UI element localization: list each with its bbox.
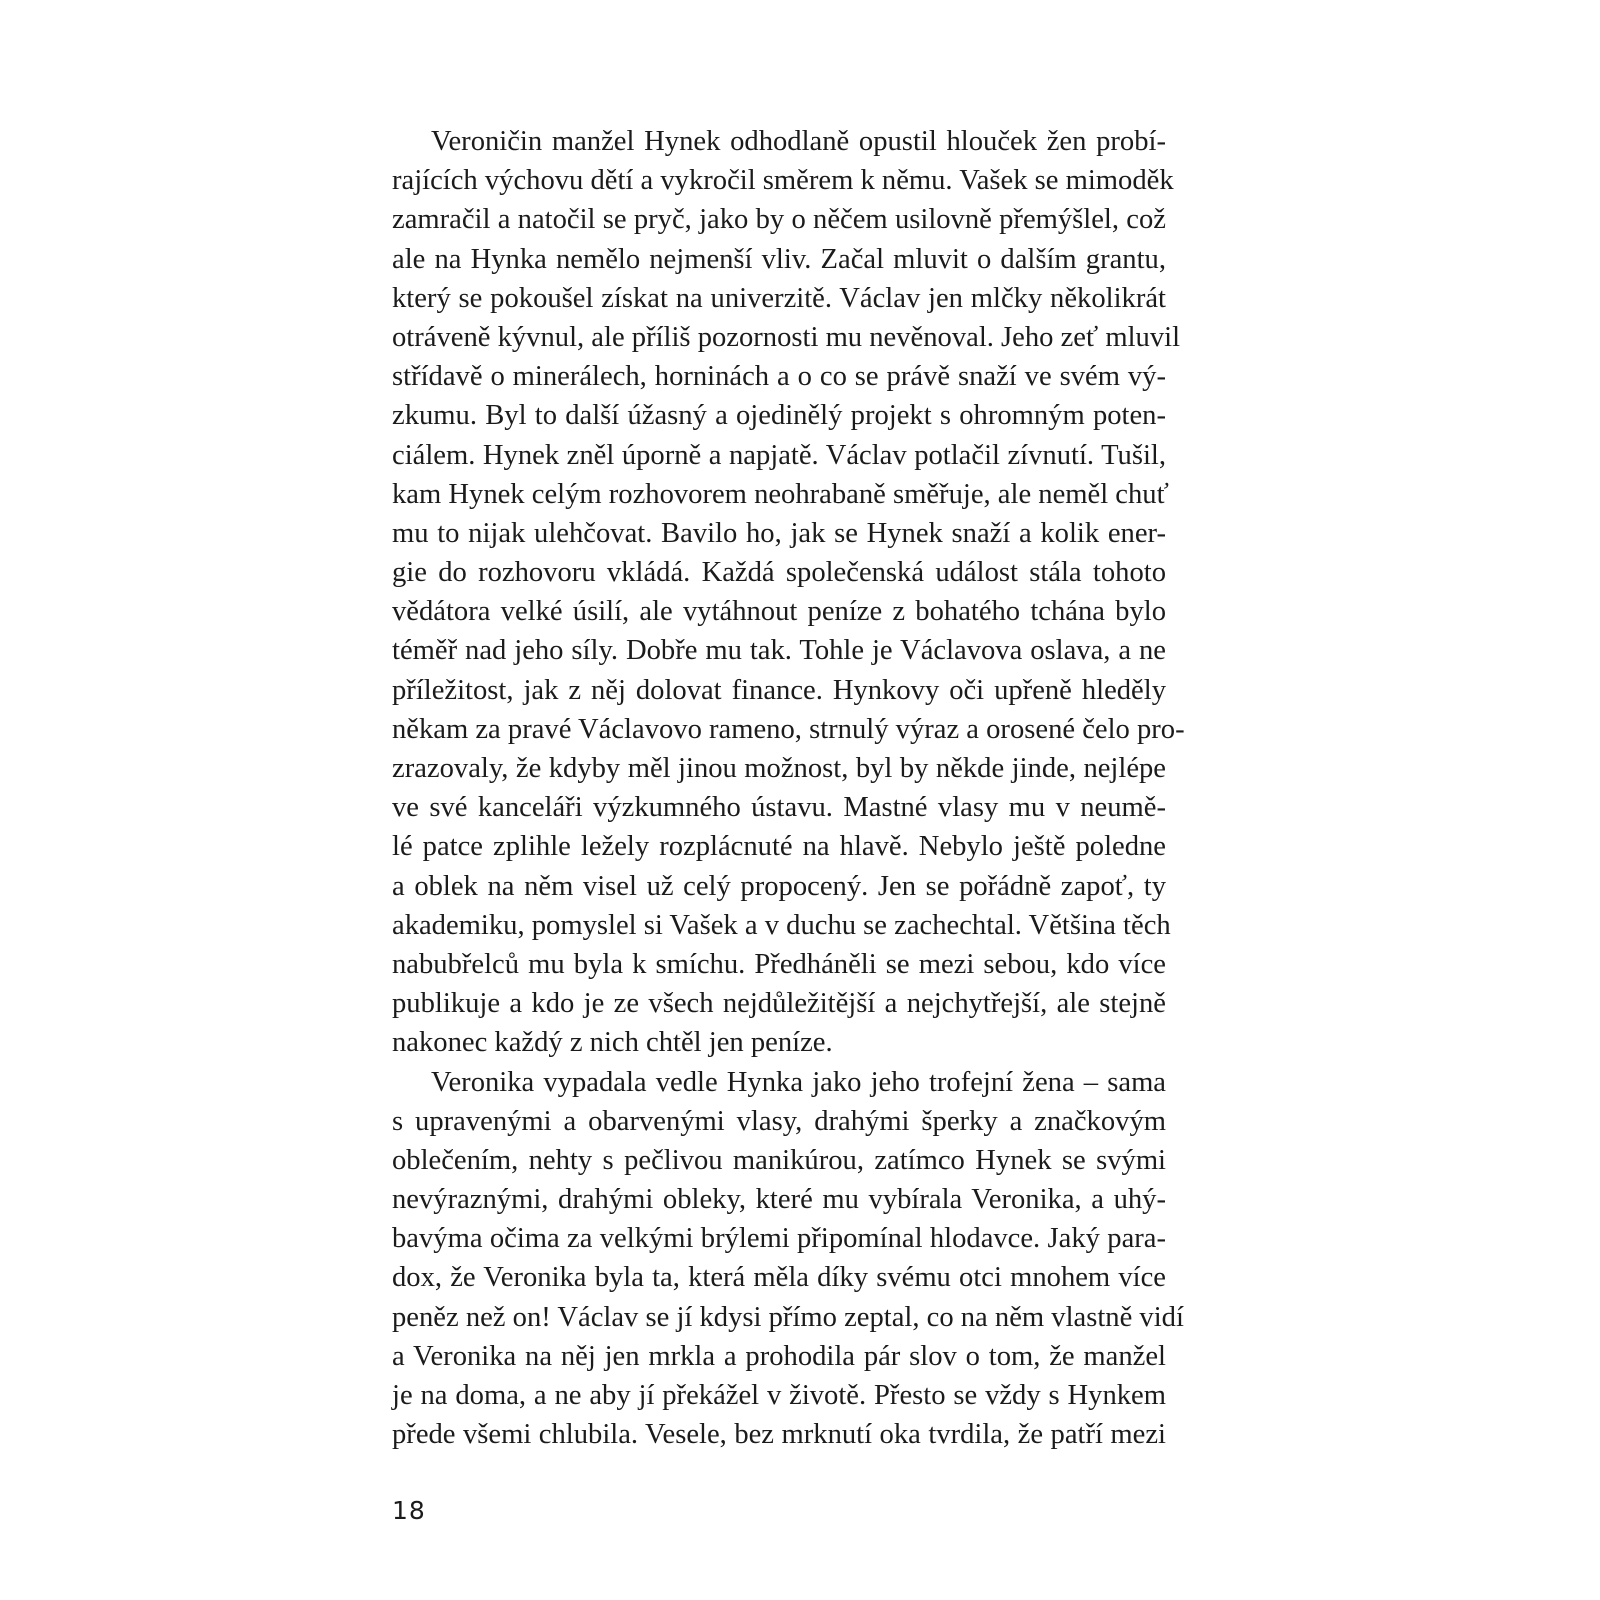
text-line: nakonec každý z nich chtěl jen peníze. xyxy=(392,1027,833,1059)
text-line: Veroničin manžel Hynek odhodlaně opustil hlouček žen probí- xyxy=(431,126,1166,157)
text-line: akademiku, pomyslel si Vašek a v duchu se zachechtal. Většina těch xyxy=(392,909,1171,941)
text-line: dox, že Veronika byla ta, která měla díky svému otci mnohem více xyxy=(392,1262,1166,1294)
text-line: Veronika vypadala vedle Hynka jako jeho trofejní žena – sama xyxy=(431,1066,1166,1098)
text-line: vědátora velké úsilí, ale vytáhnout peníze z bohatého tchána bylo xyxy=(392,596,1166,628)
text-line: je na doma, a ne aby jí překážel v životě. Přesto se vždy s Hynkem xyxy=(392,1380,1166,1411)
text-line: střídavě o minerálech, horninách a o co se právě snaží ve svém vý- xyxy=(392,361,1166,393)
text-line: a Veronika na něj jen mrkla a prohodila pár slov o tom, že manžel xyxy=(392,1340,1166,1372)
text-line: zkumu. Byl to další úžasný a ojedinělý projekt s ohromným poten- xyxy=(392,400,1166,432)
text-line: rajících výchovu dětí a vykročil směrem k němu. Vašek se mimoděk xyxy=(392,165,1174,197)
text-line: ale na Hynka nemělo nejmenší vliv. Začal mluvit o dalším grantu, xyxy=(392,243,1166,275)
text-line: někam za pravé Václavovo rameno, strnulý výraz a orosené čelo pro- xyxy=(392,713,1185,745)
text-line: nabubřelců mu byla k smíchu. Předháněli se mezi sebou, kdo více xyxy=(392,948,1166,980)
text-line: s upravenými a obarvenými vlasy, drahými šperky a značkovým xyxy=(392,1105,1166,1137)
text-line: bavýma očima za velkými brýlemi připomínal hlodavce. Jaký para- xyxy=(392,1223,1166,1255)
text-line: příležitost, jak z něj dolovat finance. Hynkovy oči upřeně hleděly xyxy=(392,674,1166,706)
paragraph-1 xyxy=(392,122,1185,1063)
text-line: publikuje a kdo je ze všech nejdůležitější a nejchytřejší, ale stejně xyxy=(392,988,1166,1020)
text-line: ciálem. Hynek zněl úporně a napjatě. Václav potlačil zívnutí. Tušil, xyxy=(392,439,1166,471)
text-line: ve své kanceláři výzkumného ústavu. Mastné vlasy mu v neumě- xyxy=(392,792,1166,824)
text-line: kam Hynek celým rozhovorem neohrabaně směřuje, ale neměl chuť xyxy=(392,478,1169,510)
text-line: oblečením, nehty s pečlivou manikúrou, zatímco Hynek se svými xyxy=(392,1144,1166,1176)
text-line: lé patce zplihle ležely rozplácnuté na hlavě. Nebylo ještě poledne xyxy=(392,831,1166,863)
page-number: 18 xyxy=(392,1496,426,1525)
text-line: gie do rozhovoru vkládá. Každá společenská událost stála tohoto xyxy=(392,557,1166,589)
text-line: mu to nijak ulehčovat. Bavilo ho, jak se Hynek snaží a kolik ener- xyxy=(392,517,1166,549)
text-line: který se pokoušel získat na univerzitě. Václav jen mlčky několikrát xyxy=(392,282,1166,314)
text-line: zrazovaly, že kdyby měl jinou možnost, byl by někde jinde, nejlépe xyxy=(392,753,1166,784)
text-line: a oblek na něm visel už celý propocený. Jen se pořádně zapoť, ty xyxy=(392,870,1166,902)
text-line: téměř nad jeho síly. Dobře mu tak. Tohle je Václavova oslava, a ne xyxy=(392,635,1166,667)
paragraph-2 xyxy=(392,1063,1184,1455)
text-line: peněz než on! Václav se jí kdysi přímo zeptal, co na něm vlastně vidí xyxy=(392,1301,1184,1333)
body-text xyxy=(392,122,1185,1454)
text-line: otráveně kývnul, ale příliš pozornosti mu nevěnoval. Jeho zeť mluvil xyxy=(392,321,1181,353)
text-line: nevýraznými, drahými obleky, které mu vybírala Veronika, a uhý- xyxy=(392,1184,1166,1216)
text-line: přede všemi chlubila. Vesele, bez mrknutí oka tvrdila, že patří mezi xyxy=(392,1419,1166,1451)
text-line: zamračil a natočil se pryč, jako by o něčem usilovně přemýšlel, což xyxy=(392,204,1166,236)
